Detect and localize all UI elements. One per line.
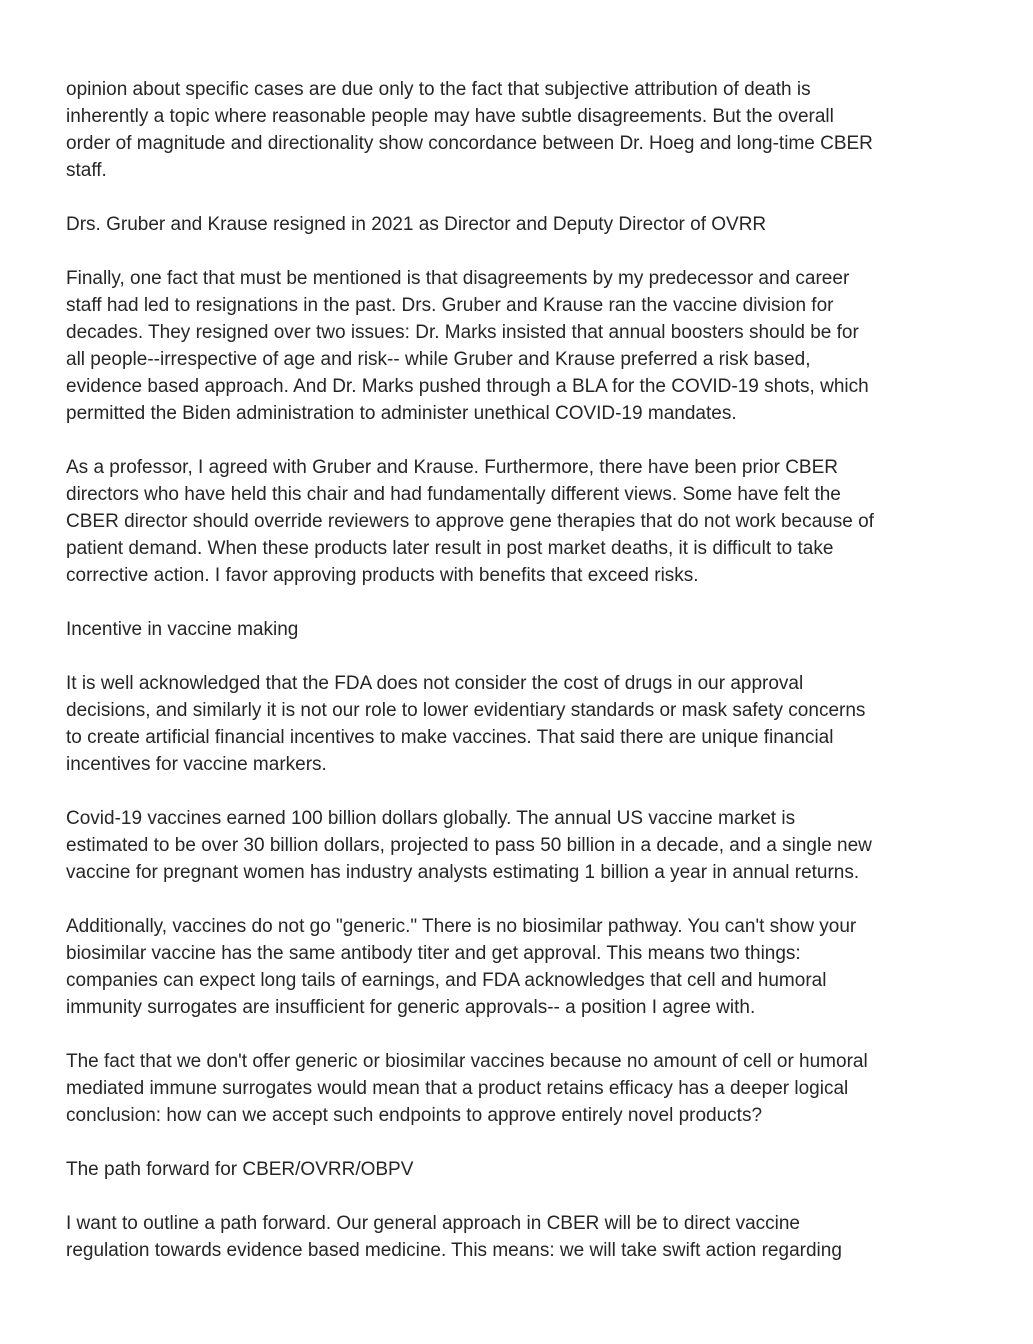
paragraph-path-forward (66, 1210, 966, 1264)
heading-text: The path forward for CBER/OVRR/OBPV (66, 1159, 414, 1180)
document-page (66, 76, 966, 1291)
paragraph-resignations (66, 265, 966, 427)
text-line: CBER director should override reviewers to approve gene therapies that do not work because of (66, 511, 874, 532)
text-line: I want to outline a path forward. Our general approach in CBER will be to direct vaccine (66, 1213, 800, 1234)
text-line: decades. They resigned over two issues: Dr. Marks insisted that annual boosters should be for (66, 322, 859, 343)
text-line: mediated immune surrogates would mean that a product retains efficacy has a deeper logical (66, 1078, 849, 1099)
paragraph-no-generic (66, 913, 966, 1021)
text-line: estimated to be over 30 billion dollars, projected to pass 50 billion in a decade, and a single new (66, 835, 872, 856)
paragraph-professor-views (66, 454, 966, 589)
text-line: permitted the Biden administration to administer unethical COVID-19 mandates. (66, 403, 737, 424)
text-line: Covid-19 vaccines earned 100 billion dollars globally. The annual US vaccine market is (66, 808, 796, 829)
text-line: to create artificial financial incentives to make vaccines. That said there are unique financial (66, 727, 834, 748)
text-line: directors who have held this chair and had fundamentally different views. Some have felt the (66, 484, 841, 505)
heading-text: Incentive in vaccine making (66, 619, 299, 640)
text-line: immunity surrogates are insufficient for generic approvals-- a position I agree with. (66, 997, 756, 1018)
text-line: incentives for vaccine markers. (66, 754, 327, 775)
section-heading-path-forward (66, 1156, 966, 1183)
text-line: order of magnitude and directionality show concordance between Dr. Hoeg and long-time CBER (66, 133, 873, 154)
text-line: regulation towards evidence based medicine. This means: we will take swift action regarding (66, 1240, 842, 1261)
paragraph-vaccine-market (66, 805, 966, 886)
text-line: The fact that we don't offer generic or biosimilar vaccines because no amount of cell or humoral (66, 1051, 868, 1072)
text-line: decisions, and similarly it is not our role to lower evidentiary standards or mask safety concerns (66, 700, 866, 721)
text-line: opinion about specific cases are due only to the fact that subjective attribution of death is (66, 79, 811, 100)
text-line: inherently a topic where reasonable people may have subtle disagreements. But the overall (66, 106, 834, 127)
text-line: conclusion: how can we accept such endpoints to approve entirely novel products? (66, 1105, 763, 1126)
text-line: It is well acknowledged that the FDA does not consider the cost of drugs in our approval (66, 673, 804, 694)
text-line: all people--irrespective of age and risk-- while Gruber and Krause preferred a risk based, (66, 349, 811, 370)
text-line: companies can expect long tails of earnings, and FDA acknowledges that cell and humoral (66, 970, 827, 991)
heading-text: Drs. Gruber and Krause resigned in 2021 as Director and Deputy Director of OVRR (66, 214, 767, 235)
text-line: biosimilar vaccine has the same antibody titer and get approval. This means two things: (66, 943, 801, 964)
text-line: vaccine for pregnant women has industry analysts estimating 1 billion a year in annual returns. (66, 862, 860, 883)
text-line: As a professor, I agreed with Gruber and Krause. Furthermore, there have been prior CBER (66, 457, 838, 478)
text-line: Additionally, vaccines do not go "generic." There is no biosimilar pathway. You can't show your (66, 916, 857, 937)
section-heading-incentive (66, 616, 966, 643)
text-line: evidence based approach. And Dr. Marks pushed through a BLA for the COVID-19 shots, which (66, 376, 869, 397)
paragraph-fda-cost (66, 670, 966, 778)
text-line: staff had led to resignations in the past. Drs. Gruber and Krause ran the vaccine division for (66, 295, 834, 316)
text-line: Finally, one fact that must be mentioned is that disagreements by my predecessor and career (66, 268, 850, 289)
paragraph-death-attribution (66, 76, 966, 184)
text-line: corrective action. I favor approving products with benefits that exceed risks. (66, 565, 699, 586)
text-line: patient demand. When these products later result in post market deaths, it is difficult to take (66, 538, 834, 559)
section-heading-resignations (66, 211, 966, 238)
text-line: staff. (66, 160, 107, 181)
paragraph-logical-conclusion (66, 1048, 966, 1129)
